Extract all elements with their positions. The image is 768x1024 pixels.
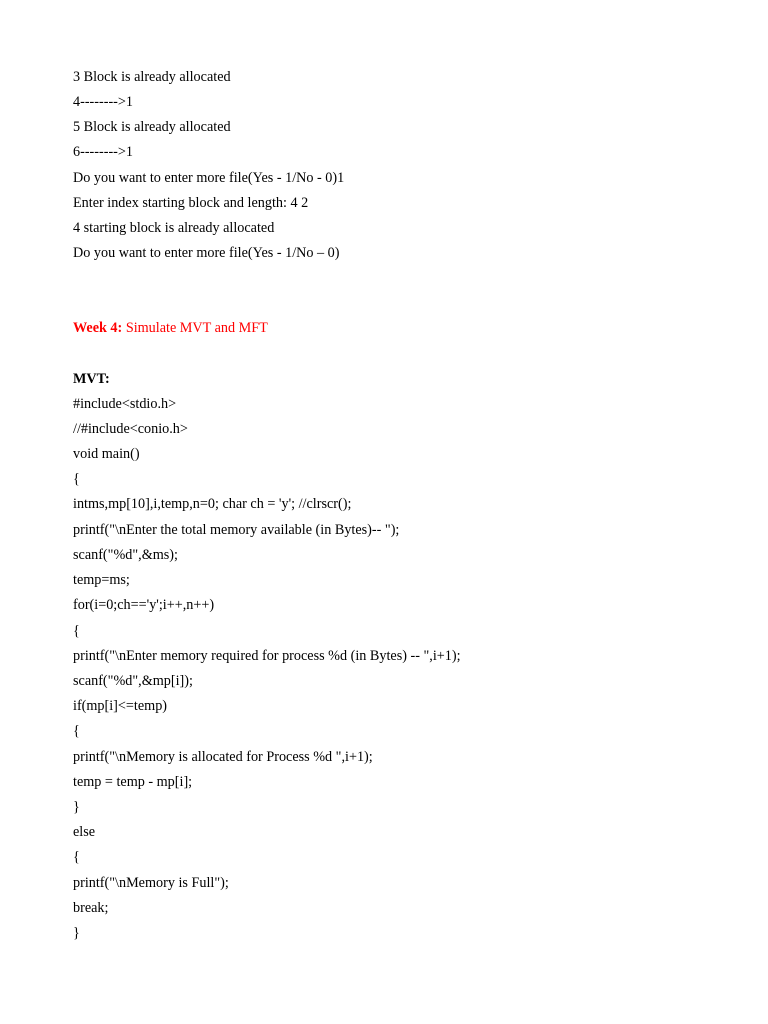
code-line: break; [73, 900, 109, 916]
code-line: else [73, 824, 96, 840]
code-line: printf("\nMemory is allocated for Process %d ",i+1); [73, 749, 373, 765]
code-line: #include<stdio.h> [73, 396, 177, 412]
code-line: temp=ms; [73, 572, 130, 588]
section-week-title: Simulate MVT and MFT [122, 320, 268, 336]
code-line: temp = temp - mp[i]; [73, 774, 193, 790]
code-line: { [73, 623, 80, 639]
section-heading [73, 319, 268, 337]
output-line: 6-------->1 [73, 144, 133, 160]
code-line: { [73, 723, 80, 739]
output-line: 5 Block is already allocated [73, 119, 231, 135]
code-line: scanf("%d",&mp[i]); [73, 673, 193, 689]
code-line: scanf("%d",&ms); [73, 547, 178, 563]
output-line: 4 starting block is already allocated [73, 220, 275, 236]
code-line: void main() [73, 446, 140, 462]
code-line: for(i=0;ch=='y';i++,n++) [73, 597, 215, 613]
code-line: printf("\nEnter memory required for process %d (in Bytes) -- ",i+1); [73, 648, 461, 664]
subsection-heading: MVT: [73, 371, 110, 387]
output-line: Do you want to enter more file(Yes - 1/No – 0) [73, 245, 340, 261]
code-line: { [73, 471, 80, 487]
code-line: intms,mp[10],i,temp,n=0; char ch = 'y'; //clrscr(); [73, 496, 352, 512]
code-line: printf("\nEnter the total memory available (in Bytes)-- "); [73, 522, 400, 538]
code-line: if(mp[i]<=temp) [73, 698, 168, 714]
output-line: 4-------->1 [73, 94, 133, 110]
code-line: } [73, 799, 80, 815]
output-line: 3 Block is already allocated [73, 69, 231, 85]
code-line: } [73, 925, 80, 941]
code-line: printf("\nMemory is Full"); [73, 875, 229, 891]
code-line: { [73, 849, 80, 865]
code-line: //#include<conio.h> [73, 421, 188, 437]
section-week-label: Week 4: [73, 320, 123, 336]
output-line: Do you want to enter more file(Yes - 1/No - 0)1 [73, 170, 345, 186]
output-line: Enter index starting block and length: 4 2 [73, 195, 309, 211]
